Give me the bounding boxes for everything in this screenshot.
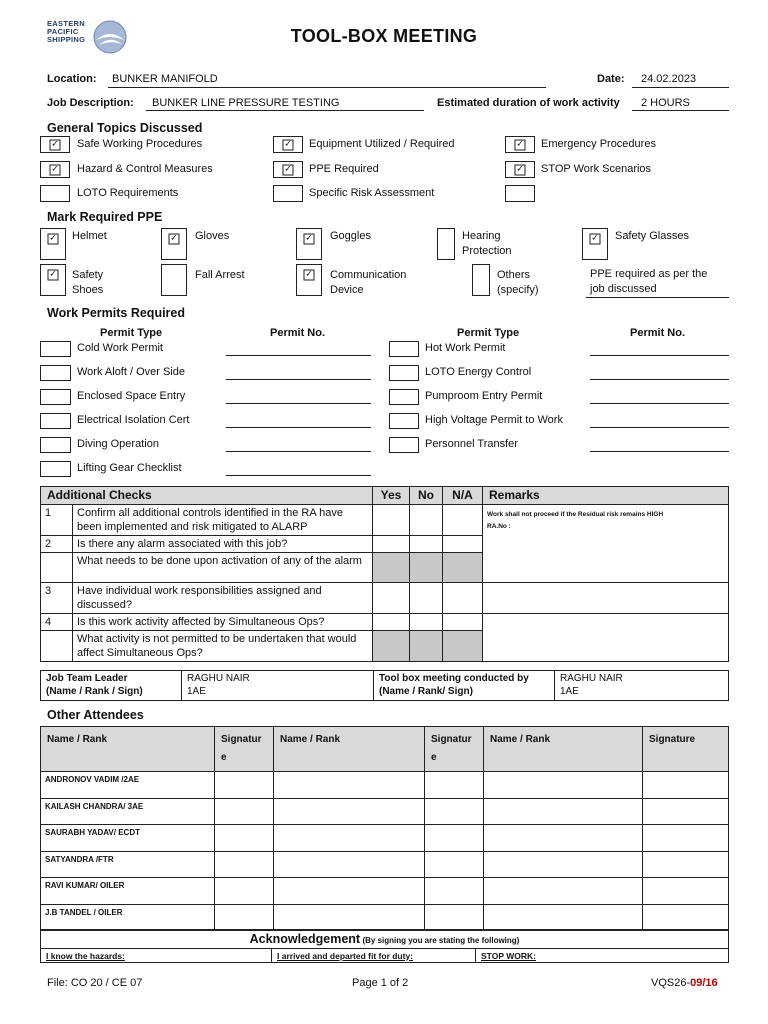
attendee-row (41, 825, 729, 852)
checkmark-icon: ✓ (170, 233, 178, 244)
conducted-by-rank: 1AE (560, 686, 579, 697)
attendee-name[interactable]: RAVI KUMAR/ OILER (41, 878, 215, 905)
attendee-row (41, 772, 729, 799)
ack-hazards-cell[interactable] (41, 949, 272, 963)
attendee-row (41, 878, 729, 905)
additional-checks-table (40, 486, 729, 662)
attendee-name-header: Name / Rank (41, 727, 215, 772)
attendee-name-cell[interactable] (274, 851, 425, 878)
signature-header: Signature (643, 727, 729, 772)
footer-code-prefix: VQS26- (651, 977, 691, 989)
permit-number-field[interactable] (226, 379, 371, 380)
check-yes-cell[interactable] (373, 536, 410, 553)
checkmark-icon: ✓ (284, 164, 292, 174)
signature-header-line-1: Signatur (221, 734, 262, 745)
checkmark-icon: ✓ (49, 233, 57, 244)
ppe-others-line-1: PPE required as per the (590, 268, 708, 280)
check-disabled-cell (443, 553, 483, 583)
attendee-name-header: Name / Rank (274, 727, 425, 772)
yes-column-header: Yes (373, 487, 410, 505)
team-leader-rank: 1AE (187, 686, 206, 697)
ppe-label-line-1: Gloves (195, 230, 230, 242)
ppe-label-line-1: Fall Arrest (195, 269, 245, 281)
attendee-name-header: Name / Rank (484, 727, 643, 772)
ppe-label-line-1: Helmet (72, 230, 107, 242)
signature-cell[interactable] (215, 825, 274, 852)
attendee-name[interactable]: J.B TANDEL / OILER (41, 904, 215, 931)
attendee-name-cell[interactable] (274, 904, 425, 931)
permit-number-field[interactable] (226, 475, 371, 476)
team-leader-label-2: (Name / Rank / Sign) (46, 686, 143, 697)
signature-header-line-1: Signatur (431, 734, 472, 745)
team-leader-label (41, 671, 182, 701)
check-yes-cell[interactable] (373, 614, 410, 631)
check-yes-cell[interactable] (373, 583, 410, 614)
topic-checkbox[interactable] (40, 136, 70, 153)
permit-type-label: Electrical Isolation Cert (77, 414, 190, 426)
signature-cell[interactable] (425, 878, 484, 905)
check-no-cell[interactable] (410, 505, 443, 536)
permit-no-header-right: Permit No. (630, 327, 686, 339)
signature-cell[interactable] (643, 904, 729, 931)
ppe-checkbox[interactable] (472, 264, 490, 296)
attendee-row (41, 851, 729, 878)
ppe-label-line-1: Hearing (462, 230, 501, 242)
remarks-cell[interactable] (483, 614, 729, 662)
signature-cell[interactable] (643, 878, 729, 905)
topic-label: STOP Work Scenarios (541, 163, 652, 175)
no-column-header: No (410, 487, 443, 505)
signature-header (425, 727, 484, 772)
signature-cell[interactable] (215, 851, 274, 878)
footer-page: Page 1 of 2 (352, 977, 409, 989)
team-leader-label-1: Job Team Leader (46, 673, 128, 684)
ppe-label-line-2: Device (330, 284, 364, 296)
checkmark-icon: ✓ (305, 269, 313, 280)
ppe-label (330, 268, 406, 298)
ppe-checkbox[interactable] (40, 228, 66, 260)
checkmark-icon: ✓ (51, 139, 59, 149)
ack-hazards-label: I know the hazards: (46, 950, 125, 961)
permit-type-header-left: Permit Type (100, 327, 163, 339)
footer-file: File: CO 20 / CE 07 (47, 977, 143, 989)
check-text: Is there any alarm associated with this job? (73, 536, 373, 553)
acknowledgement-table (40, 929, 729, 963)
ppe-label-line-2: Protection (462, 245, 512, 257)
signature-header-line-2: e (431, 752, 437, 763)
topic-checkbox[interactable] (273, 161, 303, 178)
additional-checks-heading: Additional Checks (41, 487, 373, 505)
permit-checkbox[interactable] (389, 437, 419, 453)
page-title: TOOL-BOX MEETING (290, 26, 478, 46)
checkmark-icon: ✓ (516, 164, 524, 174)
permit-number-field[interactable] (226, 451, 371, 452)
signature-cell[interactable] (643, 825, 729, 852)
check-number (41, 631, 73, 662)
check-text: Have individual work responsibilities assigned and discussed? (73, 583, 373, 614)
permit-checkbox[interactable] (40, 437, 71, 453)
conducted-by-name: RAGHU NAIR (560, 673, 623, 684)
check-no-cell[interactable] (410, 536, 443, 553)
attendee-name-cell[interactable] (274, 878, 425, 905)
topic-label: PPE Required (309, 163, 379, 175)
check-row (41, 614, 729, 631)
signature-cell[interactable] (425, 825, 484, 852)
permit-checkbox[interactable] (40, 389, 71, 405)
check-text: What activity is not permitted to be undertaken that would affect Simultaneous Ops? (73, 631, 373, 662)
topic-label: Equipment Utilized / Required (309, 138, 455, 150)
na-column-header: N/A (443, 487, 483, 505)
ppe-label (615, 229, 689, 244)
ppe-label (195, 268, 245, 283)
permit-type-label: Diving Operation (77, 438, 159, 450)
location-value[interactable]: BUNKER MANIFOLD (112, 73, 218, 85)
topic-checkbox[interactable] (273, 185, 303, 202)
signature-cell[interactable] (215, 878, 274, 905)
topic-label: Specific Risk Assessment (309, 187, 435, 199)
attendee-name-cell[interactable] (274, 825, 425, 852)
check-na-cell[interactable] (443, 505, 483, 536)
check-no-cell[interactable] (410, 583, 443, 614)
attendee-name-cell[interactable] (484, 772, 643, 799)
check-no-cell[interactable] (410, 614, 443, 631)
check-number: 1 (41, 505, 73, 536)
permit-checkbox[interactable] (389, 365, 419, 381)
permit-type-label: LOTO Energy Control (425, 366, 532, 378)
remarks-column-header: Remarks (483, 487, 729, 505)
ppe-checkbox[interactable] (161, 264, 187, 296)
check-number: 4 (41, 614, 73, 631)
permit-checkbox[interactable] (40, 365, 71, 381)
ppe-checkbox[interactable] (40, 264, 66, 296)
topic-checkbox[interactable] (505, 185, 535, 202)
topic-checkbox[interactable] (505, 136, 535, 153)
ppe-label-line-1: Safety (72, 269, 104, 281)
permit-number-field[interactable] (226, 403, 371, 404)
permit-type-label: Cold Work Permit (77, 342, 163, 354)
topic-label: Emergency Procedures (541, 138, 656, 150)
attendee-name[interactable]: SATYANDRA /FTR (41, 851, 215, 878)
check-text: What needs to be done upon activation of any of the alarm (73, 553, 373, 583)
check-na-cell[interactable] (443, 536, 483, 553)
ppe-label (72, 268, 103, 298)
conducted-by-value[interactable] (555, 671, 729, 701)
topic-label: Hazard & Control Measures (77, 163, 213, 175)
ppe-checkbox[interactable] (296, 264, 322, 296)
ppe-others-line-2: job discussed (590, 283, 657, 295)
acknowledgement-subtitle: (By signing you are stating the following) (362, 936, 520, 945)
permit-type-label: Pumproom Entry Permit (425, 390, 543, 402)
attendee-name[interactable]: KAILASH CHANDRA/ 3AE (41, 798, 215, 825)
attendee-row (41, 904, 729, 931)
checkmark-icon: ✓ (591, 233, 599, 244)
team-leader-value[interactable] (182, 671, 374, 701)
team-leader-name: RAGHU NAIR (187, 673, 250, 684)
other-attendees-heading: Other Attendees (47, 708, 144, 722)
attendee-name-cell[interactable] (484, 904, 643, 931)
permit-type-label: Enclosed Space Entry (77, 390, 186, 402)
check-disabled-cell (410, 553, 443, 583)
check-disabled-cell (373, 631, 410, 662)
check-row (41, 505, 729, 536)
ppe-label-line-1: Communication (330, 269, 407, 281)
ppe-label-line-1: Goggles (330, 230, 371, 242)
topic-checkbox[interactable] (273, 136, 303, 153)
permit-number-field[interactable] (590, 451, 729, 452)
footer-code (651, 977, 718, 989)
job-description-value[interactable]: BUNKER LINE PRESSURE TESTING (152, 97, 340, 109)
permit-number-field[interactable] (590, 427, 729, 428)
check-number: 2 (41, 536, 73, 553)
check-number: 3 (41, 583, 73, 614)
permit-checkbox[interactable] (40, 341, 71, 357)
ppe-heading: Mark Required PPE (47, 210, 163, 224)
ppe-checkbox[interactable] (437, 228, 455, 260)
topic-label: Safe Working Procedures (77, 138, 203, 150)
check-yes-cell[interactable] (373, 505, 410, 536)
signature-cell[interactable] (643, 851, 729, 878)
checkmark-icon: ✓ (51, 164, 59, 174)
check-row (41, 583, 729, 614)
work-permits-heading: Work Permits Required (47, 306, 186, 320)
attendee-name-cell[interactable] (274, 772, 425, 799)
permit-checkbox[interactable] (40, 461, 71, 477)
attendee-name-cell[interactable] (274, 798, 425, 825)
ppe-label-line-2: Shoes (72, 284, 104, 296)
conducted-by-label-1: Tool box meeting conducted by (379, 673, 529, 684)
conducted-by-label (374, 671, 555, 701)
general-topics-heading: General Topics Discussed (47, 121, 203, 135)
checkmark-icon: ✓ (516, 139, 524, 149)
acknowledgement-title: Acknowledgement (249, 932, 361, 946)
signature-cell[interactable] (425, 904, 484, 931)
permit-number-field[interactable] (226, 355, 371, 356)
logo-line-3: SHIPPING (47, 35, 86, 44)
permit-type-label: Work Aloft / Over Side (77, 366, 186, 378)
conducted-by-label-2: (Name / Rank/ Sign) (379, 686, 473, 697)
ppe-checkbox[interactable] (296, 228, 322, 260)
permit-checkbox[interactable] (389, 413, 419, 429)
signature-cell[interactable] (643, 798, 729, 825)
duration-label: Estimated duration of work activity (437, 97, 620, 109)
signature-cell[interactable] (215, 904, 274, 931)
ack-stop-label: STOP WORK: (481, 950, 536, 961)
topic-label: LOTO Requirements (77, 187, 179, 199)
date-value[interactable]: 24.02.2023 (641, 73, 697, 85)
signature-header-line-2: e (221, 752, 227, 763)
attendees-table (40, 726, 729, 931)
acknowledgement-title-cell (41, 930, 729, 949)
permit-number-field[interactable] (590, 379, 729, 380)
check-na-cell[interactable] (443, 614, 483, 631)
attendee-name-cell[interactable] (484, 851, 643, 878)
ppe-label (497, 268, 539, 298)
attendee-name[interactable]: ANDRONOV VADIM /2AE (41, 772, 215, 799)
attendee-name-cell[interactable] (484, 878, 643, 905)
duration-value[interactable]: 2 HOURS (641, 97, 690, 109)
check-number (41, 553, 73, 583)
attendee-name[interactable]: SAURABH YADAV/ ECDT (41, 825, 215, 852)
logo-line-1: EASTERN (47, 19, 85, 28)
remarks-cell[interactable] (483, 505, 729, 583)
team-leader-table (40, 670, 729, 701)
footer-code-suffix: 09/16 (690, 977, 718, 989)
permit-number-field[interactable] (590, 403, 729, 404)
signature-cell[interactable] (643, 772, 729, 799)
topic-checkbox[interactable] (40, 161, 70, 178)
ppe-label (330, 229, 371, 244)
permit-type-label: Hot Work Permit (425, 342, 506, 354)
remark-text-2: RA.No : (487, 523, 511, 530)
permit-checkbox[interactable] (389, 341, 419, 357)
signature-header (215, 727, 274, 772)
check-disabled-cell (443, 631, 483, 662)
ppe-checkbox[interactable] (582, 228, 608, 260)
remarks-cell[interactable] (483, 583, 729, 614)
check-text: Confirm all additional controls identified in the RA have been implemented and risk mitigated to ALARP (73, 505, 373, 536)
checkmark-icon: ✓ (284, 139, 292, 149)
ppe-checkbox[interactable] (161, 228, 187, 260)
signature-cell[interactable] (215, 772, 274, 799)
signature-cell[interactable] (425, 772, 484, 799)
check-disabled-cell (410, 631, 443, 662)
permit-no-header-left: Permit No. (270, 327, 326, 339)
checkmark-icon: ✓ (49, 269, 57, 280)
checkmark-icon: ✓ (305, 233, 313, 244)
permit-checkbox[interactable] (389, 389, 419, 405)
logo-line-2: PACIFIC (47, 27, 79, 36)
location-label: Location: (47, 73, 97, 85)
check-text: Is this work activity affected by Simultaneous Ops? (73, 614, 373, 631)
ack-fit-label: I arrived and departed fit for duty: (277, 950, 414, 961)
permit-number-field[interactable] (226, 427, 371, 428)
date-label: Date: (597, 73, 625, 85)
ppe-label (462, 229, 512, 259)
check-disabled-cell (373, 553, 410, 583)
ppe-label-line-2: (specify) (497, 284, 539, 296)
permit-type-label: Personnel Transfer (425, 438, 518, 450)
attendee-name-cell[interactable] (484, 825, 643, 852)
permit-checkbox[interactable] (40, 413, 71, 429)
topic-checkbox[interactable] (40, 185, 70, 202)
permit-type-header-right: Permit Type (457, 327, 520, 339)
permit-number-field[interactable] (590, 355, 729, 356)
ppe-label (195, 229, 229, 244)
permit-type-label: Lifting Gear Checklist (77, 462, 182, 474)
ppe-label-line-1: Safety Glasses (615, 230, 689, 242)
ack-fit-cell[interactable] (272, 949, 476, 963)
ack-stop-cell[interactable] (476, 949, 729, 963)
attendee-row (41, 798, 729, 825)
ppe-label-line-1: Others (497, 269, 531, 281)
signature-cell[interactable] (425, 851, 484, 878)
topic-checkbox[interactable] (505, 161, 535, 178)
job-description-label: Job Description: (47, 97, 134, 109)
ppe-label (72, 229, 107, 244)
ppe-others-text[interactable] (590, 267, 707, 297)
permit-type-label: High Voltage Permit to Work (425, 414, 563, 426)
attendee-name-cell[interactable] (484, 798, 643, 825)
check-na-cell[interactable] (443, 583, 483, 614)
remark-text-1: Work shall not proceed if the Residual risk remains HIGH (487, 511, 664, 518)
signature-cell[interactable] (425, 798, 484, 825)
signature-cell[interactable] (215, 798, 274, 825)
